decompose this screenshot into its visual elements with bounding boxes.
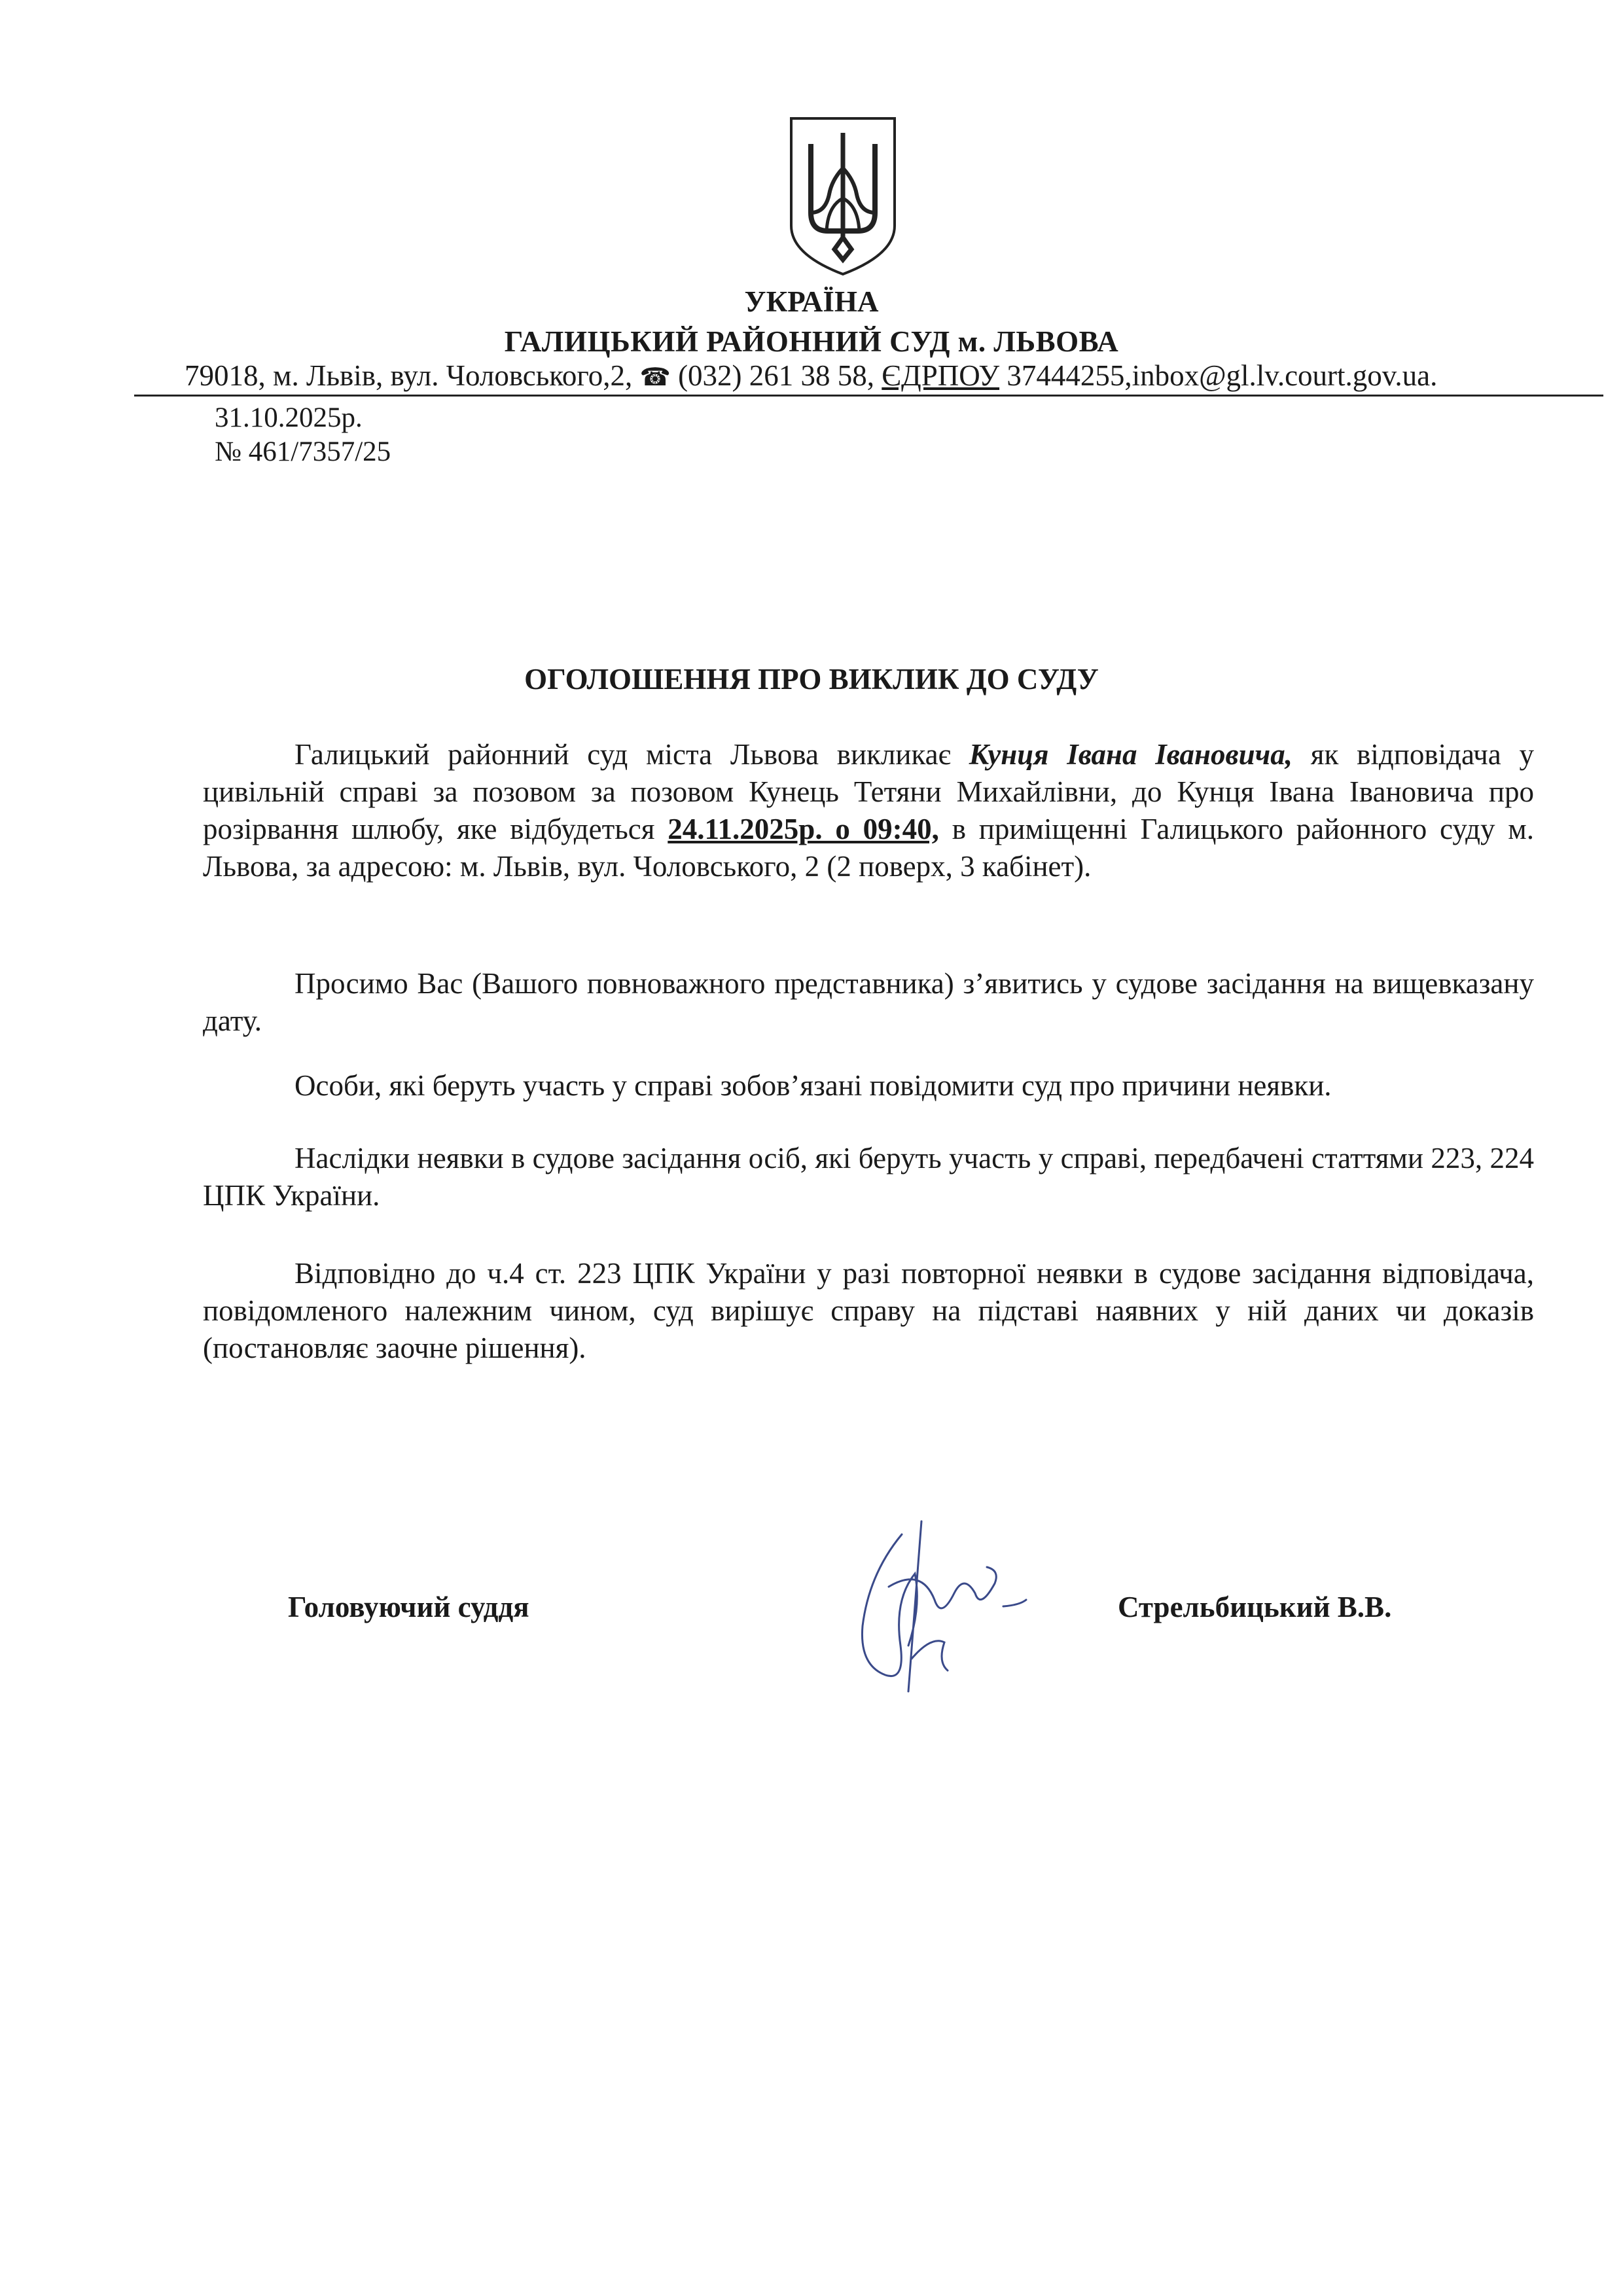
p4-text: Наслідки неявки в судове засідання осіб, які беруть участь у справі, передбачені статтями 223, 224 ЦПК України.	[203, 1142, 1534, 1212]
court-address	[185, 359, 1437, 393]
case-number: № 461/7357/25	[215, 436, 391, 467]
coat-of-arms-icon	[787, 115, 899, 278]
paragraph-obligation	[203, 1067, 1534, 1104]
judge-role: Головуючий суддя	[288, 1591, 529, 1623]
country-title: УКРАЇНА	[744, 285, 879, 318]
paragraph-default-judgment	[203, 1255, 1534, 1367]
edrpou-email: 37444255,inbox@gl.lv.court.gov.ua.	[1007, 359, 1438, 392]
phone-number: (032) 261 38 58	[678, 359, 867, 392]
phone-icon: ☎	[639, 362, 671, 391]
defendant-name: Кунця Івана Івановича,	[969, 738, 1293, 771]
judge-name: Стрельбицький В.В.	[1118, 1591, 1392, 1623]
paragraph-consequences	[203, 1140, 1534, 1214]
p1-end: в приміщенні Галицького районного суду м. Львова, за адресою: м. Львів, вул. Чоловського, 2 (2 поверх, 3 кабінет).	[203, 813, 1534, 883]
court-title: ГАЛИЦЬКИЙ РАЙОННИЙ СУД м. ЛЬВОВА	[504, 325, 1119, 358]
hearing-datetime: 24.11.2025р. о 09:40,	[668, 813, 939, 845]
p5-text: Відповідно до ч.4 ст. 223 ЦПК України у разі повторної неявки в судове засідання відповідача, повідомленого належним чином, суд вирішує справу на підставі наявних у ній даних чи доказів (постановляє заочне рішення).	[203, 1257, 1534, 1364]
paragraph-summons	[203, 736, 1534, 885]
signature-icon	[823, 1495, 1033, 1711]
edrpou-label: ЄДРПОУ	[882, 359, 1000, 392]
address-comma: ,	[866, 359, 875, 392]
p1-middle: як відповідача у цивільній справі за позовом за позовом Кунець Тетяни Михайлівни, до Кунця Івана Івановича про розірвання шлюбу, яке відбудеться	[203, 738, 1534, 845]
header-divider	[134, 395, 1603, 397]
p1-intro: Галицький районний суд міста Львова викликає	[294, 738, 969, 771]
paragraph-request	[203, 965, 1534, 1040]
p2-text: Просимо Вас (Вашого повноважного представника) з’явитись у судове засідання на вищевказану дату.	[203, 967, 1534, 1037]
document-title: ОГОЛОШЕННЯ ПРО ВИКЛИК ДО СУДУ	[524, 663, 1099, 696]
p3-text: Особи, які беруть участь у справі зобов’язані повідомити суд про причини неявки.	[294, 1069, 1332, 1102]
document-date: 31.10.2025р.	[215, 402, 363, 433]
address-text: 79018, м. Львів, вул. Чоловського,2,	[185, 359, 633, 392]
